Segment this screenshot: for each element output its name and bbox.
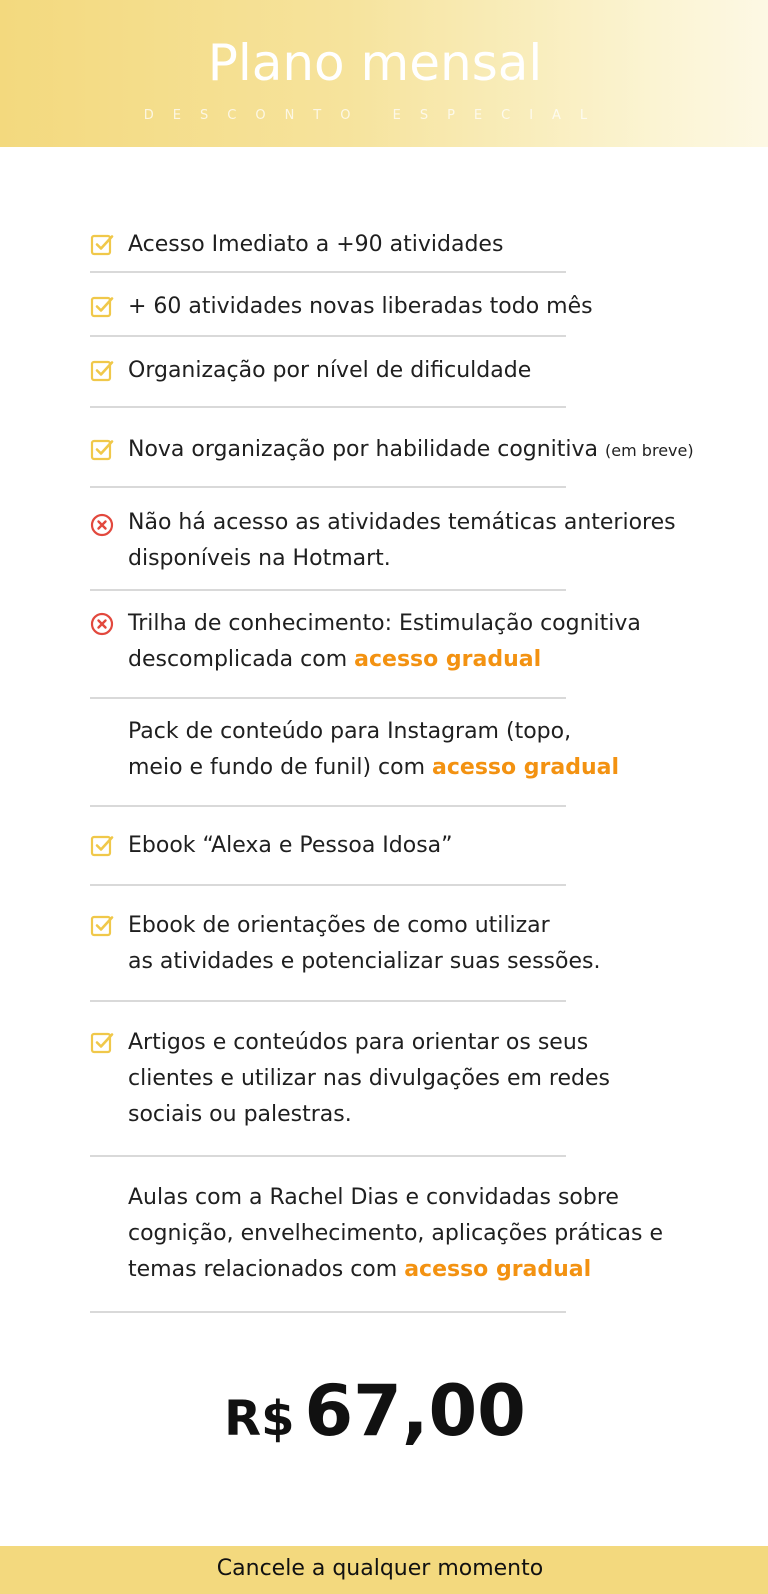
x-circle-icon [90,612,114,636]
price [0,1370,750,1452]
feature-line: Ebook de orientações de como utilizar [128,913,550,938]
feature-line: cognição, envelhecimento, aplicações práticas e [128,1221,664,1246]
feature-text [128,505,768,577]
check-icon [90,1031,114,1055]
feature-text [128,908,768,980]
feature-text [128,714,768,786]
feature-line: disponíveis na Hotmart. [128,546,391,571]
feature-line: clientes e utilizar nas divulgações em redes [128,1066,610,1091]
plan-header [0,0,768,147]
divider [90,1000,566,1002]
check-icon [90,914,114,938]
check-icon [90,438,114,462]
divider [90,589,566,591]
feature-text: Acesso Imediato a +90 atividades [128,232,504,257]
cancel-anytime-text: Cancele a qualquer momento [216,1556,544,1581]
plan-title: Plano mensal [207,34,543,92]
price-value: 67,00 [304,1370,526,1452]
feature-text: Ebook “Alexa e Pessoa Idosa” [128,833,453,858]
check-icon [90,834,114,858]
price-currency: R$ [224,1391,295,1447]
check-icon [90,295,114,319]
feature-line: Artigos e conteúdos para orientar os seus [128,1030,589,1055]
feature-text: Organização por nível de dificuldade [128,358,532,383]
feature-line: sociais ou palestras. [128,1102,352,1127]
cancel-anytime-banner [0,1546,768,1594]
feature-text: + 60 atividades novas liberadas todo mês [128,294,593,319]
feature-line: Aulas com a Rachel Dias e convidadas sobre [128,1185,619,1210]
plan-subtitle: DESCONTO ESPECIAL [143,108,607,123]
feature-line: descomplicada com [128,647,348,672]
feature-line: as atividades e potencializar suas sessões. [128,949,601,974]
feature-text [128,1025,768,1133]
divider [90,406,566,408]
divider [90,805,566,807]
check-icon [90,359,114,383]
feature-line: Pack de conteúdo para Instagram (topo, [128,719,572,744]
feature-line: meio e fundo de funil) com [128,755,426,780]
feature-text [128,606,768,678]
divider [90,486,566,488]
gradual-access-highlight: acesso gradual [404,1257,592,1282]
check-icon [90,233,114,257]
gradual-access-highlight: acesso gradual [354,647,542,672]
divider [90,1155,566,1157]
divider [90,1311,566,1313]
feature-line: Trilha de conhecimento: Estimulação cognitiva [128,611,641,636]
coming-soon-note: (em breve) [605,441,694,460]
gradual-access-highlight: acesso gradual [432,755,620,780]
feature-text [128,432,768,469]
feature-text-main: Nova organização por habilidade cognitiva [128,437,599,462]
feature-line: Não há acesso as atividades temáticas anteriores [128,510,676,535]
feature-line: temas relacionados com [128,1257,398,1282]
x-circle-icon [90,513,114,537]
divider [90,271,566,273]
feature-text [128,1180,768,1288]
divider [90,697,566,699]
divider [90,335,566,337]
divider [90,884,566,886]
